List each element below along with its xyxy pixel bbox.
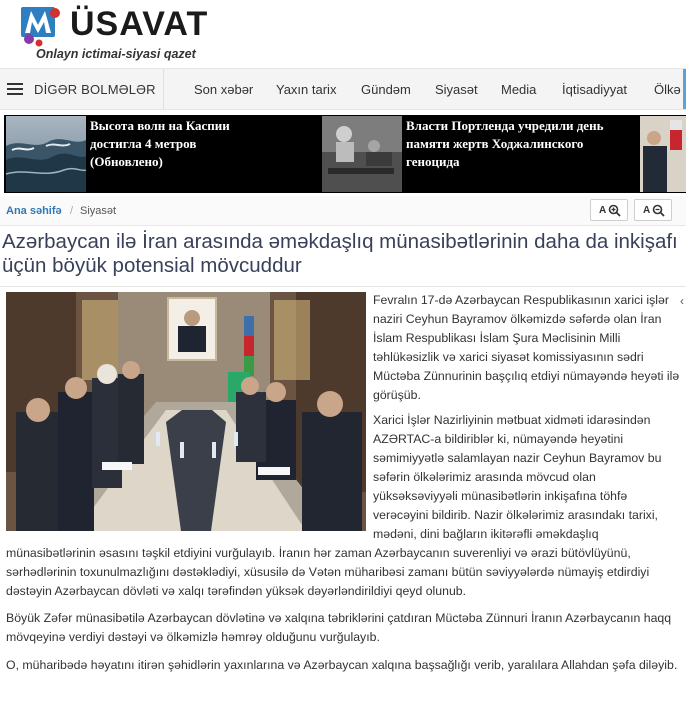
font-decrease-button[interactable] bbox=[590, 199, 628, 221]
font-decrease-label: A bbox=[599, 205, 607, 216]
font-increase-button[interactable] bbox=[634, 199, 672, 221]
breadcrumb-separator: / bbox=[70, 205, 74, 217]
ticker-item-title[interactable]: Высота волн на Каспии достигла 4 метров (Обновлено) bbox=[90, 118, 230, 169]
site-logo-text[interactable]: ÜSAVAT bbox=[70, 5, 209, 43]
nav-link-son-xeber[interactable]: Son xəbər bbox=[194, 82, 254, 97]
logo-icon[interactable] bbox=[17, 3, 67, 47]
nav-link-yaxin-tarix[interactable]: Yaxın tarix bbox=[276, 82, 337, 97]
chevron-left-icon[interactable]: ‹ bbox=[680, 294, 684, 308]
article-photo[interactable] bbox=[6, 292, 366, 531]
ticker-item-title[interactable]: Власти Портленда учредили день памяти жертв Ходжалинского геноцида bbox=[406, 118, 604, 169]
main-nav bbox=[0, 68, 686, 110]
site-header bbox=[0, 0, 686, 68]
article-title: Azərbaycan ilə İran arasında əməkdaşlıq münasibətlərinin daha da inkişafı üçün böyük potensial mövcuddur bbox=[2, 230, 678, 277]
article-paragraph: Böyük Zəfər münasibətilə Azərbaycan dövlətinə və xalqına təbriklərini çatdıran Müctəba Zünnuri İranın Azərbaycanın haqq mövqeyinə verdiyi dəstəyi və ölkəmizlə həmrəy olduğunu vurğulayıb. bbox=[6, 611, 672, 644]
breadcrumb-home-link[interactable]: Ana səhifə bbox=[6, 205, 62, 217]
ticker-thumb-waves[interactable] bbox=[6, 116, 86, 192]
hamburger-icon[interactable] bbox=[7, 83, 23, 95]
breadcrumb-current[interactable]: Siyasət bbox=[80, 205, 117, 217]
nav-link-olke[interactable]: Ölkə bbox=[654, 82, 681, 97]
article-paragraph: münasibətlərinin əsasını təşkil etdiyini vurğulayıb. İranın hər zaman Azərbaycanın suverenliyi və ərazi bütövlüyünü, sərhədlərinin toxunulmazlığını dəstəklədiyi, xüsusilə də Vətən müharibəsi zamanı bütün səviyyələrdə nümayiş etdirdiyi dəstəyin Azərbaycan dövləti və xalqı tərəfindən yüksək dəyərləndirildiyi qeyd olunub. bbox=[6, 546, 650, 598]
font-increase-label: A bbox=[643, 205, 651, 216]
nav-link-media[interactable]: Media bbox=[501, 82, 537, 97]
article-paragraph: O, müharibədə həyatını itirən şəhidlərin yaxınlarına və Azərbaycan xalqına başsağlığı verib, yaralılara Allahdan şəfa diləyib. bbox=[6, 658, 678, 672]
other-sections-menu[interactable]: DİGƏR BOLMƏLƏR bbox=[34, 82, 156, 97]
title-divider bbox=[0, 286, 686, 287]
site-tagline: Onlayn ictimai-siyasi qazet bbox=[36, 47, 196, 61]
nav-link-iqtisadiyyat[interactable]: İqtisadiyyat bbox=[562, 82, 628, 97]
ticker-thumb-officials[interactable] bbox=[640, 116, 686, 192]
article-paragraph: Fevralın 17-də Azərbaycan Respublikasının xarici işlər naziri Ceyhun Bayramov ölkəmizdə səfərdə olan İran İslam Respublikası İslam Şura Məclisinin Milli təhlükəsizlik və xarici siyasət komissiyasının sədri Müctəba Zünnurinin başçılıq etdiyi nümayəndə heyəti ilə görüşüb. bbox=[373, 293, 680, 402]
zoom-in-icon bbox=[652, 204, 665, 217]
breadcrumb bbox=[0, 196, 686, 226]
nav-link-siyaset[interactable]: Siyasət bbox=[435, 82, 478, 97]
nav-link-gundem[interactable]: Gündəm bbox=[361, 82, 411, 97]
zoom-out-icon bbox=[608, 204, 621, 217]
news-ticker bbox=[4, 115, 686, 193]
nav-divider bbox=[163, 69, 164, 110]
ticker-thumb-portland[interactable] bbox=[322, 116, 402, 192]
article-paragraph: Xarici İşlər Nazirliyinin mətbuat xidməti idarəsindən AZƏRTAC-a bildiriblər ki, nümayəndə heyətini səmimiyyətlə salamlayan nazir Ceyhun Bayramov bu səfərin ölkələrimiz arasında mövcud olan yüksəksəviyyəli münasibətlərin inkişafına töhfə verəcəyini bildirib. Nazir ölkələrimiz arasındakı tarixi, mədəni, dini bağların ikitərəfli əməkdaşlıq bbox=[373, 413, 662, 541]
